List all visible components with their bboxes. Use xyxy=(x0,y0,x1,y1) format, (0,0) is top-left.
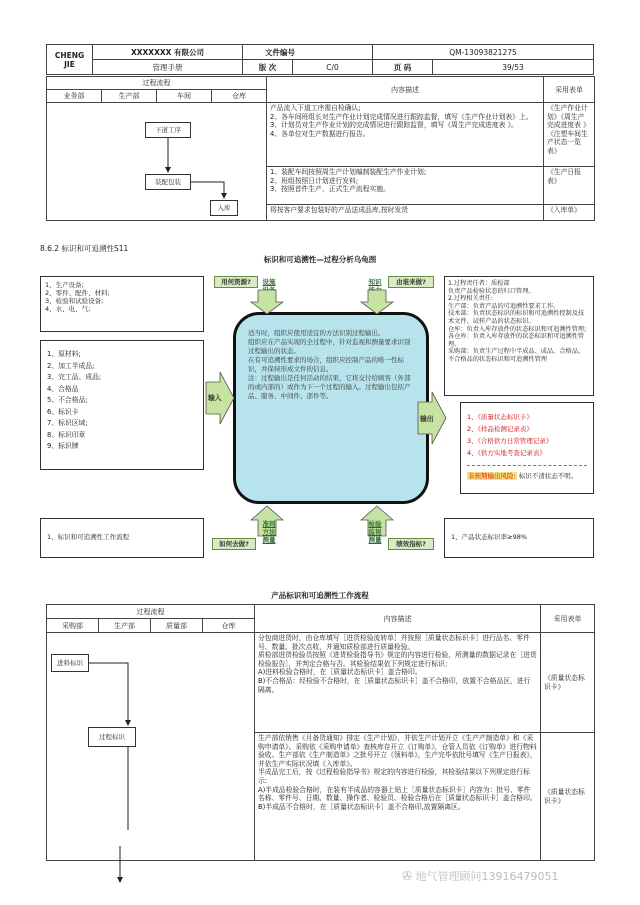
doc-no: QM-13093821275 xyxy=(373,45,594,60)
input-item: 3、完工品、成品; xyxy=(47,373,102,381)
input-item: 5、不合格品; xyxy=(47,396,88,404)
center-paragraph: 适当时，组织应使用适宜的方法识别过程输出。 xyxy=(248,329,385,337)
watermark xyxy=(402,868,559,884)
center-paragraph: 在有可追溯性要求的场合，组织应控制产品的唯一性标识，并保持形成文件的信息。 xyxy=(248,356,404,373)
section-heading: 8.6.2 标识和可追溯性S11 xyxy=(40,244,129,253)
how-question: 如何去做? xyxy=(212,538,256,550)
flow-node-next-process: 下道工序 xyxy=(145,122,191,138)
version-value: C/0 xyxy=(293,60,373,75)
input-item: 4、合格品 xyxy=(47,384,79,393)
flow-node-warehouse-in: 入库 xyxy=(210,200,238,216)
content-cell: 将按客户要求包装好的产品送成品库,按时发货 xyxy=(267,205,544,221)
center-paragraph: 注：过程输出是任何活动的结果，它将交付给顾客（外部的或内部的）或作为下一个过程的输入。过程输出包括产品、服务、中间件、部件等。 xyxy=(248,374,411,400)
flow-node-process-label: 过程标识 xyxy=(88,727,136,747)
wechat-icon: ✇ xyxy=(402,869,413,883)
turtle-title: 标识和可追溯性—过程分析乌龟图 xyxy=(263,255,377,264)
input-item: 9、标识牌 xyxy=(47,442,79,450)
output-item: 1、《质量状态标识卡》 xyxy=(467,413,533,421)
output-item: 4、《供方实地考查记录表》 xyxy=(467,449,546,457)
resources-question: 用何资源? xyxy=(214,276,258,288)
risk-text: 标识不清状态不明。 xyxy=(518,472,578,480)
manual-title: 管理手册 xyxy=(93,60,243,75)
col-header: 采购部 xyxy=(47,619,99,633)
output-label: 输出 xyxy=(420,415,434,423)
content-line: 质检部进货检验员按照《进货检验指导书》规定的内容进行检验，所测量的数据记录在［进货检验报告］，并判定合格与否。其检验结果依下列规定进行标识： xyxy=(258,651,537,668)
flow-node-incoming-label: 进料标识 xyxy=(51,654,89,672)
company-line-2: JIE xyxy=(64,59,75,69)
content-line: B)不合格品：经检验不合格时，在［质量状态标识卡］盖不合格印，放置不合格品区，进行隔离。 xyxy=(258,676,531,694)
how-item: 准则 xyxy=(262,520,276,528)
col-header: 生产部 xyxy=(99,619,151,633)
risk-label: 非预期输出风险: xyxy=(468,472,516,480)
form-cell: 《入库单》 xyxy=(544,205,595,221)
col-header: 仓库 xyxy=(203,619,255,633)
kpi-box: 1、产品状态标识率≥98% xyxy=(444,518,594,558)
form-cell: 《生产作业计划》《周生产完成进度表 》《注塑车间生产状态一览表》 xyxy=(544,103,595,167)
who-question: 由谁来做? xyxy=(388,276,434,288)
who-line: 采购部：负责生产过程中半成品、成品、合格品、不合格品的状态标识和可追溯性管理 xyxy=(448,348,585,363)
flow-node-assembly-pack: 装配包装 xyxy=(145,174,191,190)
equipment-item: 3、检验和试验设备; xyxy=(45,297,104,305)
col-header: 业务部 xyxy=(47,90,102,103)
equipment-item: 2、零件、配件、材料; xyxy=(45,289,110,297)
flow-header: 过程流程 xyxy=(47,77,267,90)
input-item: 8、标识印章 xyxy=(47,430,86,439)
company-name: XXXXXXX 有限公司 xyxy=(93,45,243,60)
who-line: 负责产品检验状态的归口管理。 xyxy=(448,287,535,295)
form-cell: 《质量状态标识卡》 xyxy=(541,633,595,733)
content-line: 2、班组按照日计划进行发料; xyxy=(270,176,359,185)
content-line: 1、装配车间按照周生产计划编制装配生产作业计划; xyxy=(270,168,427,176)
who-line: 仓库：负责入库存放件的状态标识和可追溯性管理; xyxy=(448,325,587,333)
watermark-text: 地气管理顾问13916479051 xyxy=(415,870,559,883)
content-header: 内容描述 xyxy=(267,77,544,103)
col-header: 生产部 xyxy=(102,90,157,103)
content-line: 产品流入下道工序需自检确认; xyxy=(270,104,361,112)
content-line: 半成品完工后，按《过程检验指导书》规定的内容进行检验，其检验结果以下列规定进行标示: xyxy=(258,768,530,785)
doc-no-label: 文件编号 xyxy=(243,45,373,60)
flow-title: 产品标识和可追溯性工作流程 xyxy=(271,591,369,600)
kpi-item: 检验 xyxy=(368,520,382,528)
center-paragraph: 组织应在产品实现的全过程中，针对监视和测量要求识别过程输出的状态。 xyxy=(248,338,411,355)
equipment-item: 4、水、电、气; xyxy=(45,305,91,313)
content-line: B)半成品不合格时，在［质量状态标识卡］盖不合格印,放置隔离区。 xyxy=(258,802,465,811)
who-line: 各仓库：负责入库存放件的状态标识和可追溯性管理。 xyxy=(448,333,585,348)
who-line: 1.过程责任者：质检部 xyxy=(448,280,510,287)
how-item: 方法 xyxy=(262,528,276,536)
page-value: 39/53 xyxy=(433,60,594,75)
equipment-item: 1、生产设备; xyxy=(45,281,84,289)
col-header: 质量部 xyxy=(151,619,203,633)
who-item: 知识 xyxy=(368,278,382,286)
page-label: 页 码 xyxy=(373,60,433,75)
output-item: 3、《合格供方日常管理记录》 xyxy=(467,437,553,445)
kpi-item: 测量 xyxy=(368,536,382,544)
input-label: 输入 xyxy=(208,394,222,402)
resource-item: 设施 xyxy=(262,278,276,286)
how-item: 测量 xyxy=(262,536,276,544)
kpi-item: 监视 xyxy=(368,528,382,536)
form-header: 采用表单 xyxy=(544,77,595,103)
form-cell: 《质量状态标识卡》 xyxy=(541,733,595,861)
input-item: 2、加工半成品; xyxy=(47,361,95,370)
company-line-1: CHENG xyxy=(54,50,85,60)
col-header: 仓库 xyxy=(212,90,267,103)
content-header: 内容描述 xyxy=(255,605,541,633)
who-line: 技术部：负责状态标识的标识和可追溯性控制及技术文件、试样产品的状态标识。 xyxy=(448,310,585,325)
content-line: 3、计划员对生产作业计划的完成情况进行跟踪监督，填写《周生产完成进度表 》。 xyxy=(270,121,518,130)
form-cell: 《生产日报表》 xyxy=(544,167,595,205)
input-item: 1、原材料; xyxy=(47,350,81,358)
content-line: 分包商进货时，由仓库填写［进货检验流转单］并按照［质量状态标识卡］进行品名、零件号、数量、批次点收，并通知质检部进行质量检验。 xyxy=(258,634,530,651)
form-header: 采用表单 xyxy=(541,605,595,633)
content-line: 3、按照首件生产、正式生产流程实施。 xyxy=(270,185,390,194)
content-line: A)半成品检验合格时，在装有半成品的容器上贴上［质量状态标识卡］内容为：批号、零件名称、零件号、日期、数量、操作者、检验员、检验合格后在［质量状态标识卡］盖合格印。 xyxy=(258,785,537,803)
who-line: 2.过程相关责任: xyxy=(448,295,494,303)
input-item: 6、标识卡 xyxy=(47,407,79,416)
content-line: 2、各车间班组长对生产作业计划完成情况进行跟踪监督，填写《生产作业计划表》上。 xyxy=(270,112,533,121)
flow-header: 过程流程 xyxy=(47,605,255,619)
content-line: 生产部依销售《月备货通知》排定《生产计划》，并依生产计划开立《生产产制造单》和《采购申请单》。采购依《采购申请单》查核库存开立《订购单》，仓管人员依《订购单》进行物料验收。生产部依《生产制造单》之批号开立《领料单》，生产完毕依批号填写《生产日报表》，并依生产实际状况填《入库单》。 xyxy=(258,734,537,768)
col-header: 车间 xyxy=(157,90,212,103)
output-item: 2、《样品检测记录表》 xyxy=(467,425,533,433)
who-line: 生产部：负责产品的可追溯性要求工作。 xyxy=(448,302,560,310)
how-box: 1、标识和可追溯性工作流程 xyxy=(40,518,204,558)
input-item: 7、标识区域; xyxy=(47,419,88,427)
version-label: 版 次 xyxy=(243,60,293,75)
kpi-question: 绩效指标? xyxy=(388,538,434,550)
content-line: A)进料检验合格时，在［质量状态标识卡］盖合格印。 xyxy=(258,668,422,677)
content-line: 4、各单位对生产数据进行报告。 xyxy=(270,129,370,138)
